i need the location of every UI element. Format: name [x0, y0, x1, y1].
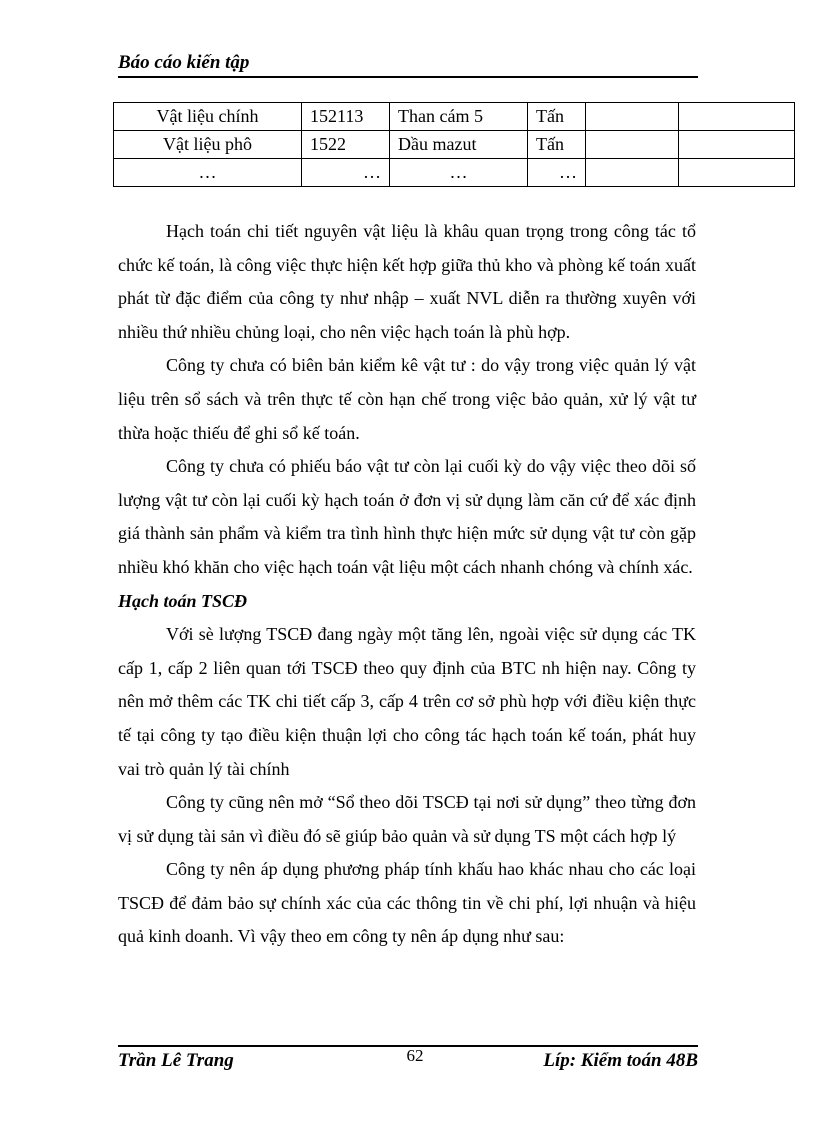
table-cell: Vật liệu chính: [114, 103, 302, 131]
footer-class: Líp: Kiểm toán 48B: [543, 1050, 698, 1071]
material-table: [113, 102, 795, 187]
table-cell: [679, 131, 795, 159]
section-heading: Hạch toán TSCĐ: [118, 590, 248, 611]
table-cell: Vật liệu phô: [114, 131, 302, 159]
paragraph: Công ty chưa có phiếu báo vật tư còn lại cuối kỳ do vậy việc theo dõi số lượng vật tư còn lại cuối kỳ hạch toán ở đơn vị sử dụng làm căn cứ để xác định giá thành sản phẩm và kiểm tra tình hình thực hiện mức sử dụng vật tư còn gặp nhiều khó khăn cho việc hạch toán vật liệu một cách nhanh chóng và chính xác.: [118, 456, 696, 577]
table-cell: [679, 159, 795, 187]
table-cell: …: [114, 159, 302, 187]
table-row: [114, 103, 795, 131]
footer-author: Trần Lê Trang: [118, 1050, 234, 1071]
table-cell: [679, 103, 795, 131]
table-cell: Than cám 5: [390, 103, 528, 131]
table-cell: …: [390, 159, 528, 187]
table-cell: 152113: [302, 103, 390, 131]
table-cell: [586, 159, 679, 187]
table-row: [114, 159, 795, 187]
table-cell: 1522: [302, 131, 390, 159]
table-cell: …: [528, 159, 586, 187]
table-cell: Tấn: [528, 103, 586, 131]
page-header-title: Báo cáo kiến tập: [118, 52, 250, 73]
table-row: [114, 131, 795, 159]
paragraph: Công ty chưa có biên bản kiểm kê vật tư : do vậy trong việc quản lý vật liệu trên sổ sách và trên thực tế còn hạn chế trong việc bảo quản, xử lý vật tư thừa hoặc thiếu để ghi sổ kế toán.: [118, 355, 696, 443]
page-number: 62: [406, 1046, 424, 1065]
table-cell: [586, 103, 679, 131]
table-cell: [586, 131, 679, 159]
paragraph: Công ty nên áp dụng phương pháp tính khấu hao khác nhau cho các loại TSCĐ để đảm bảo sự chính xác của các thông tin về chi phí, lợi nhuận và hiệu quả kinh doanh. Vì vậy theo em công ty nên áp dụng như sau:: [118, 859, 696, 947]
paragraph: Hạch toán chi tiết nguyên vật liệu là khâu quan trọng trong công tác tổ chức kế toán, là công việc thực hiện kết hợp giữa thủ kho và phòng kế toán xuất phát từ đặc điểm của công ty như nhập – xuất NVL diễn ra thường xuyên với nhiều thứ nhiều chủng loại, cho nên việc hạch toán là phù hợp.: [118, 221, 696, 342]
document-body: [118, 215, 696, 954]
paragraph: Với sè lượng TSCĐ đang ngày một tăng lên, ngoài việc sử dụng các TK cấp 1, cấp 2 liên quan tới TSCĐ theo quy định của BTC nh hiện nay. Công ty nên mở thêm các TK chi tiết cấp 3, cấp 4 trên cơ sở phù hợp với điều kiện thực tế tại công ty tạo điều kiện thuận lợi cho công tác hạch toán kế toán, phát huy vai trò quản lý tài chính: [118, 624, 696, 779]
table-cell: Tấn: [528, 131, 586, 159]
table-cell: Dầu mazut: [390, 131, 528, 159]
paragraph: Công ty cũng nên mở “Sổ theo dõi TSCĐ tại nơi sử dụng” theo từng đơn vị sử dụng tài sản vì điều đó sẽ giúp bảo quản và sử dụng TS một cách hợp lý: [118, 792, 696, 846]
table-cell: …: [302, 159, 390, 187]
header-divider: [118, 76, 698, 78]
